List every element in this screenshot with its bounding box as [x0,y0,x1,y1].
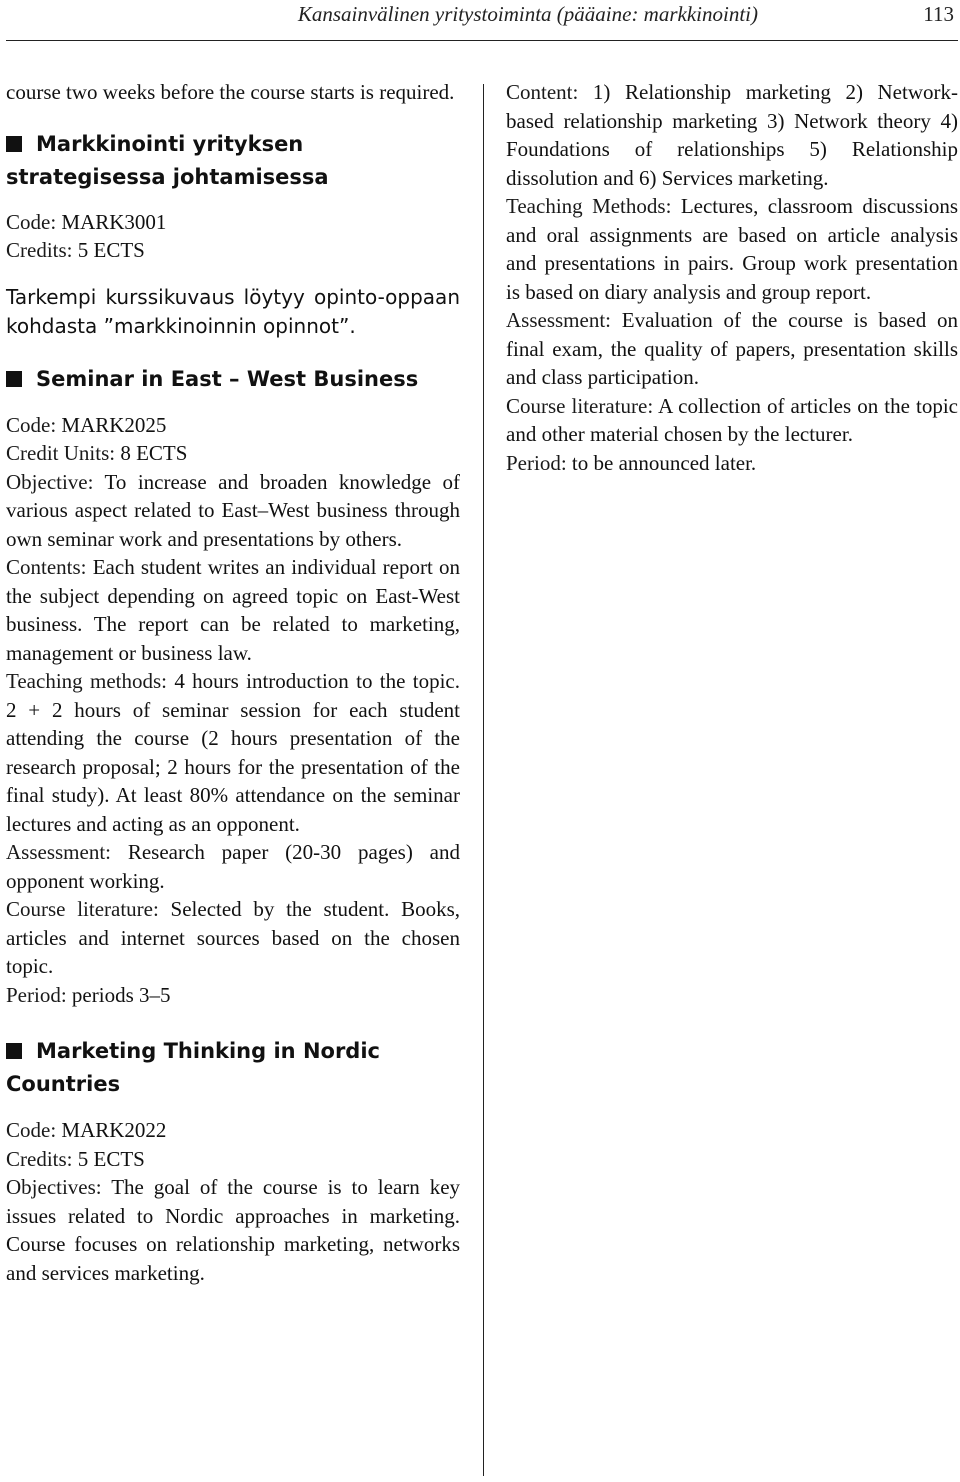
course-assessment: Assessment: Research paper (20-30 pages) and opponent working. [6,840,460,893]
running-title: Kansainvälinen yritystoiminta (pääaine: markkinointi) [297,2,758,26]
course-teaching-methods: Teaching Methods: Lectures, classroom discussions and oral assignments are based on article analysis and presentations in pairs. Group work presentation is based on diary analysis and group report. [506,194,958,304]
course-note: Tarkempi kurssikuvaus löytyy opinto-oppaan kohdasta ”markkinoinnin opinnot”. [6,284,460,338]
course-code: Code: MARK2022 [6,1118,167,1142]
course-heading-mark2022: Marketing Thinking in Nordic Countries [6,1039,380,1096]
square-bullet-icon [6,371,22,387]
course-contents: Contents: Each student writes an individual report on the subject depending on agreed topic on East-West business. The report can be related to marketing, management or business law. [6,555,460,665]
course-assessment: Assessment: Evaluation of the course is based on final exam, the quality of papers, presentation skills and class participation. [506,308,958,389]
square-bullet-icon [6,136,22,152]
course-objectives: Objectives: The goal of the course is to learn key issues related to Nordic approaches in marketing. Course focuses on relationship marketing, networks and services marketing. [6,1175,461,1285]
course-content: Content: 1) Relationship marketing 2) Network-based relationship marketing 3) Network theory 4) Foundations of relationships 5) Relationship dissolution and 6) Services marketing. [506,80,958,190]
course-credits: Credits: 5 ECTS [6,1146,145,1171]
intro-paragraph: course two weeks before the course starts is required. [6,80,455,104]
course-credits: Credits: 5 ECTS [6,238,145,262]
course-teaching-methods: Teaching methods: 4 hours introduction to the topic. 2 + 2 hours of seminar session for each student attending the course (2 hours presentation of the research proposal; 2 hours for the presentation of the final study). At least 80% attendance on the seminar lectures and acting as an opponent. [6,669,460,836]
course-credits: Credit Units: 8 ECTS [6,441,188,465]
course-literature: Course literature: A collection of articles on the topic and other material chosen by the lecturer. [506,393,958,446]
right-column [506,78,958,477]
course-code: Code: MARK2025 [6,412,167,437]
left-column [6,78,460,1287]
course-code: Code: MARK3001 [6,209,167,234]
course-literature: Course literature: Selected by the student. Books, articles and internet sources based on the chosen topic. [6,897,460,978]
course-objective: Objective: To increase and broaden knowledge of various aspect related to East–West business through own seminar work and presentations by others. [6,469,460,551]
course-period: Period: periods 3–5 [6,982,171,1007]
square-bullet-icon [6,1043,22,1059]
course-period: Period: to be announced later. [506,450,757,475]
course-heading-mark2025: Seminar in East – West Business [6,363,460,396]
page-number: 113 [923,2,954,26]
running-header [6,0,958,41]
column-divider [483,84,484,1476]
course-heading-mark3001: Markkinointi yrityksen strategisessa johtamisessa [6,131,329,189]
